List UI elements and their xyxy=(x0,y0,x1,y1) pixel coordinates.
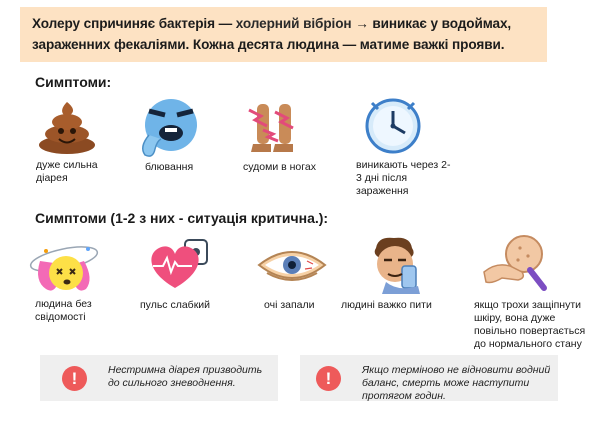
clock-icon xyxy=(364,97,422,155)
drinking-person-icon xyxy=(368,234,432,294)
symptom-label: блювання xyxy=(145,161,194,173)
banner-text-end: → виникає у водоймах, зараженних фекаліями. Кожна десята людина — матиме важкі прояви. xyxy=(32,16,512,52)
critical-symptom-label: якщо трохи защіпнути шкіру, вона дуже повільно повертається до нормального стану xyxy=(474,299,586,350)
skin-pinch-icon xyxy=(480,232,552,294)
symptom-label: виникають через 2-3 дні після зараження xyxy=(356,159,451,197)
exclamation-icon: ! xyxy=(316,366,341,391)
critical-symptom-label: пульс слабкий xyxy=(140,299,211,311)
exclamation-icon: ! xyxy=(62,366,87,391)
critical-symptom-label: очі запали xyxy=(264,299,315,311)
symptoms-heading: Симптоми: xyxy=(35,74,112,90)
cramping-legs-icon xyxy=(245,100,305,158)
critical-symptom-label: людині важко пити xyxy=(341,299,432,311)
info-banner xyxy=(20,7,547,62)
banner-text-start: Холеру спричиняє бактерія — xyxy=(32,16,236,31)
warning-box xyxy=(300,355,558,401)
poop-icon xyxy=(36,98,98,156)
warning-box xyxy=(40,355,278,401)
vomiting-face-icon xyxy=(135,97,207,161)
warning-text: Якщо терміново не відновити водний баланс, смерть може наступити протягом годин. xyxy=(362,364,551,402)
critical-symptom-label: людина без свідомості xyxy=(35,298,92,323)
symptom-label: дуже сильна діарея xyxy=(36,159,98,184)
heart-pulse-icon xyxy=(145,236,211,292)
dizzy-face-icon xyxy=(26,237,102,295)
sunken-eye-icon xyxy=(255,243,329,287)
banner-highlight: холерний вібріон xyxy=(235,16,352,31)
symptom-label: судоми в ногах xyxy=(243,161,316,173)
warning-text: Нестримна діарея призводить до сильного зневоднення. xyxy=(108,364,263,389)
critical-symptoms-heading: Симптоми (1-2 з них - ситуація критична.): xyxy=(35,210,329,226)
